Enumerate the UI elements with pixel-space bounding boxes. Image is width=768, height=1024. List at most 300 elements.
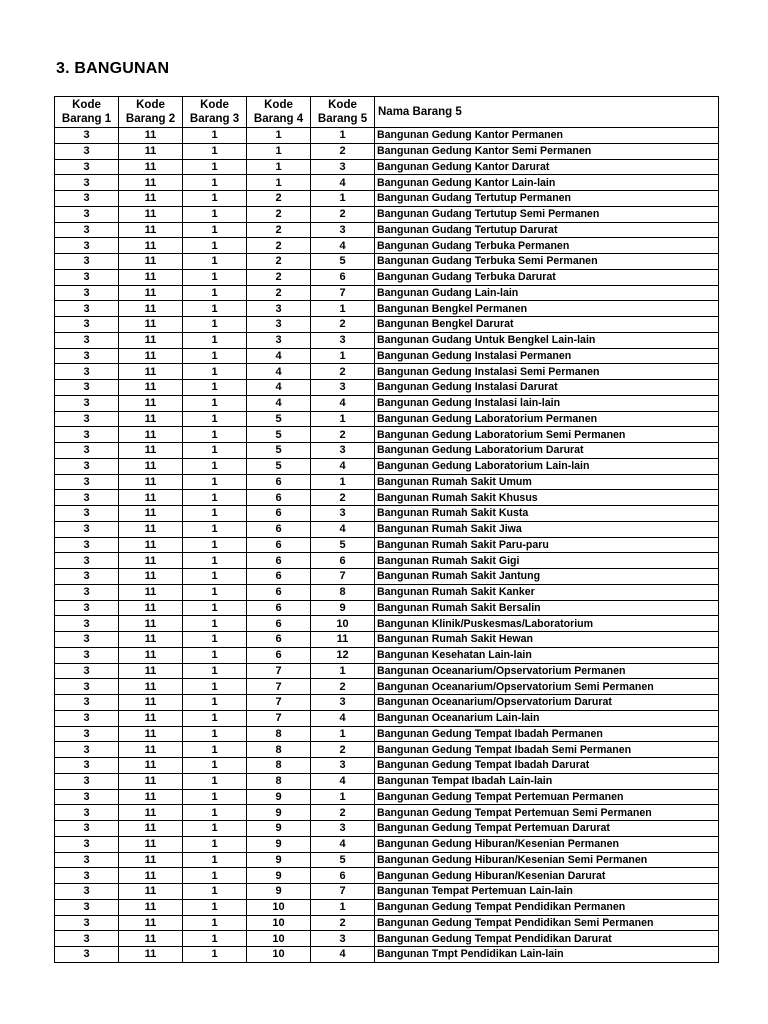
kode-barang-3-cell: 1 (183, 269, 247, 285)
kode-barang-5-cell: 4 (311, 836, 375, 852)
kode-barang-3-cell: 1 (183, 490, 247, 506)
kode-barang-2-cell: 11 (119, 663, 183, 679)
kode-barang-2-cell: 11 (119, 395, 183, 411)
kode-barang-3-cell: 1 (183, 553, 247, 569)
kode-barang-2-cell: 11 (119, 899, 183, 915)
nama-barang-5-cell: Bangunan Gudang Untuk Bengkel Lain-lain (375, 332, 719, 348)
nama-barang-5-cell: Bangunan Klinik/Puskesmas/Laboratorium (375, 616, 719, 632)
kode-barang-3-cell: 1 (183, 332, 247, 348)
nama-barang-5-cell: Bangunan Bengkel Permanen (375, 301, 719, 317)
kode-barang-1-cell: 3 (55, 143, 119, 159)
kode-barang-1-cell: 3 (55, 191, 119, 207)
nama-barang-5-cell: Bangunan Rumah Sakit Gigi (375, 553, 719, 569)
table-row (55, 443, 719, 459)
kode-barang-4-cell: 9 (247, 805, 311, 821)
nama-barang-5-cell: Bangunan Gudang Terbuka Semi Permanen (375, 254, 719, 270)
kode-barang-3-cell: 1 (183, 206, 247, 222)
kode-barang-4-cell: 1 (247, 159, 311, 175)
kode-barang-5-cell: 5 (311, 852, 375, 868)
kode-barang-5-cell: 1 (311, 726, 375, 742)
kode-barang-3-cell: 1 (183, 821, 247, 837)
kode-barang-4-cell: 7 (247, 663, 311, 679)
kode-barang-5-cell: 6 (311, 868, 375, 884)
kode-barang-5-cell: 1 (311, 128, 375, 144)
kode-barang-4-cell: 2 (247, 191, 311, 207)
table-row (55, 789, 719, 805)
kode-barang-3-cell: 1 (183, 317, 247, 333)
kode-barang-2-cell: 11 (119, 191, 183, 207)
kode-barang-1-cell: 3 (55, 175, 119, 191)
nama-barang-5-cell: Bangunan Gedung Tempat Ibadah Permanen (375, 726, 719, 742)
nama-barang-5-cell: Bangunan Oceanarium/Opservatorium Semi Permanen (375, 679, 719, 695)
kode-barang-3-cell: 1 (183, 931, 247, 947)
table-row (55, 364, 719, 380)
table-row (55, 742, 719, 758)
table-row (55, 710, 719, 726)
kode-barang-3-cell: 1 (183, 143, 247, 159)
nama-barang-5-cell: Bangunan Gedung Laboratorium Lain-lain (375, 458, 719, 474)
kode-barang-5-cell: 2 (311, 427, 375, 443)
kode-barang-1-cell: 3 (55, 553, 119, 569)
kode-barang-5-cell: 1 (311, 789, 375, 805)
kode-barang-5-cell: 3 (311, 695, 375, 711)
kode-barang-4-cell: 10 (247, 899, 311, 915)
table-row (55, 301, 719, 317)
kode-barang-3-cell: 1 (183, 128, 247, 144)
kode-barang-2-cell: 11 (119, 206, 183, 222)
kode-barang-4-cell: 6 (247, 537, 311, 553)
kode-barang-3-cell: 1 (183, 805, 247, 821)
kode-barang-1-cell: 3 (55, 238, 119, 254)
kode-barang-5-cell: 1 (311, 301, 375, 317)
kode-barang-5-cell: 12 (311, 647, 375, 663)
table-row (55, 490, 719, 506)
page-title: 3. BANGUNAN (56, 60, 170, 77)
table-row (55, 647, 719, 663)
kode-barang-1-cell: 3 (55, 159, 119, 175)
kode-barang-1-cell: 3 (55, 663, 119, 679)
kode-barang-2-cell: 11 (119, 285, 183, 301)
kode-barang-3-cell: 1 (183, 616, 247, 632)
table-row (55, 852, 719, 868)
table-row (55, 458, 719, 474)
kode-barang-2-cell: 11 (119, 175, 183, 191)
kode-barang-2-cell: 11 (119, 506, 183, 522)
nama-barang-5-cell: Bangunan Gedung Hiburan/Kesenian Permanen (375, 836, 719, 852)
header-nama-barang-5: Nama Barang 5 (375, 97, 719, 128)
kode-barang-4-cell: 2 (247, 269, 311, 285)
kode-barang-3-cell: 1 (183, 458, 247, 474)
kode-barang-2-cell: 11 (119, 742, 183, 758)
table-row (55, 254, 719, 270)
kode-barang-4-cell: 6 (247, 584, 311, 600)
kode-barang-4-cell: 6 (247, 490, 311, 506)
table-row (55, 474, 719, 490)
kode-barang-3-cell: 1 (183, 285, 247, 301)
kode-barang-1-cell: 3 (55, 395, 119, 411)
kode-barang-2-cell: 11 (119, 537, 183, 553)
nama-barang-5-cell: Bangunan Gedung Hiburan/Kesenian Darurat (375, 868, 719, 884)
kode-barang-2-cell: 11 (119, 380, 183, 396)
kode-barang-1-cell: 3 (55, 632, 119, 648)
table-row (55, 758, 719, 774)
kode-barang-4-cell: 6 (247, 506, 311, 522)
kode-barang-5-cell: 3 (311, 159, 375, 175)
kode-barang-5-cell: 1 (311, 411, 375, 427)
kode-barang-4-cell: 5 (247, 427, 311, 443)
table-row (55, 317, 719, 333)
kode-barang-2-cell: 11 (119, 726, 183, 742)
kode-barang-1-cell: 3 (55, 600, 119, 616)
kode-barang-1-cell: 3 (55, 821, 119, 837)
table-header-row (55, 97, 719, 128)
nama-barang-5-cell: Bangunan Oceanarium/Opservatorium Darurat (375, 695, 719, 711)
kode-barang-4-cell: 6 (247, 521, 311, 537)
kode-barang-5-cell: 1 (311, 348, 375, 364)
kode-barang-5-cell: 4 (311, 395, 375, 411)
kode-barang-3-cell: 1 (183, 884, 247, 900)
table-row (55, 600, 719, 616)
kode-barang-3-cell: 1 (183, 789, 247, 805)
kode-barang-1-cell: 3 (55, 884, 119, 900)
nama-barang-5-cell: Bangunan Gedung Instalasi lain-lain (375, 395, 719, 411)
kode-barang-2-cell: 11 (119, 773, 183, 789)
kode-barang-2-cell: 11 (119, 254, 183, 270)
kode-barang-4-cell: 6 (247, 616, 311, 632)
kode-barang-3-cell: 1 (183, 569, 247, 585)
kode-barang-4-cell: 6 (247, 474, 311, 490)
kode-barang-3-cell: 1 (183, 175, 247, 191)
nama-barang-5-cell: Bangunan Kesehatan Lain-lain (375, 647, 719, 663)
nama-barang-5-cell: Bangunan Oceanarium Lain-lain (375, 710, 719, 726)
nama-barang-5-cell: Bangunan Gedung Kantor Permanen (375, 128, 719, 144)
header-kode-barang-5: Kode Barang 5 (311, 97, 375, 128)
kode-barang-1-cell: 3 (55, 490, 119, 506)
kode-barang-4-cell: 4 (247, 380, 311, 396)
table-row (55, 380, 719, 396)
kode-barang-1-cell: 3 (55, 584, 119, 600)
kode-barang-3-cell: 1 (183, 254, 247, 270)
kode-barang-5-cell: 2 (311, 679, 375, 695)
kode-barang-1-cell: 3 (55, 364, 119, 380)
kode-barang-1-cell: 3 (55, 537, 119, 553)
nama-barang-5-cell: Bangunan Gudang Lain-lain (375, 285, 719, 301)
kode-barang-5-cell: 10 (311, 616, 375, 632)
nama-barang-5-cell: Bangunan Gedung Tempat Pertemuan Semi Permanen (375, 805, 719, 821)
kode-barang-2-cell: 11 (119, 301, 183, 317)
kode-barang-1-cell: 3 (55, 474, 119, 490)
nama-barang-5-cell: Bangunan Gedung Kantor Lain-lain (375, 175, 719, 191)
kode-barang-4-cell: 4 (247, 364, 311, 380)
kode-barang-4-cell: 9 (247, 852, 311, 868)
kode-barang-5-cell: 5 (311, 537, 375, 553)
kode-barang-2-cell: 11 (119, 364, 183, 380)
kode-barang-5-cell: 7 (311, 569, 375, 585)
kode-barang-4-cell: 6 (247, 569, 311, 585)
nama-barang-5-cell: Bangunan Gedung Tempat Pendidikan Darurat (375, 931, 719, 947)
kode-barang-5-cell: 2 (311, 317, 375, 333)
kode-barang-5-cell: 1 (311, 191, 375, 207)
nama-barang-5-cell: Bangunan Rumah Sakit Kanker (375, 584, 719, 600)
kode-barang-2-cell: 11 (119, 915, 183, 931)
kode-barang-4-cell: 9 (247, 821, 311, 837)
kode-barang-4-cell: 4 (247, 395, 311, 411)
kode-barang-2-cell: 11 (119, 616, 183, 632)
nama-barang-5-cell: Bangunan Bengkel Darurat (375, 317, 719, 333)
table-row (55, 805, 719, 821)
table-row (55, 537, 719, 553)
kode-barang-1-cell: 3 (55, 427, 119, 443)
kode-barang-4-cell: 8 (247, 758, 311, 774)
kode-barang-5-cell: 4 (311, 521, 375, 537)
kode-barang-4-cell: 5 (247, 443, 311, 459)
nama-barang-5-cell: Bangunan Tempat Ibadah Lain-lain (375, 773, 719, 789)
kode-barang-1-cell: 3 (55, 458, 119, 474)
nama-barang-5-cell: Bangunan Gedung Instalasi Darurat (375, 380, 719, 396)
kode-barang-2-cell: 11 (119, 868, 183, 884)
nama-barang-5-cell: Bangunan Gedung Hiburan/Kesenian Semi Permanen (375, 852, 719, 868)
kode-barang-1-cell: 3 (55, 411, 119, 427)
kode-barang-3-cell: 1 (183, 679, 247, 695)
kode-barang-3-cell: 1 (183, 521, 247, 537)
kode-barang-2-cell: 11 (119, 159, 183, 175)
kode-barang-5-cell: 4 (311, 175, 375, 191)
kode-barang-5-cell: 3 (311, 821, 375, 837)
kode-barang-2-cell: 11 (119, 427, 183, 443)
kode-barang-4-cell: 9 (247, 868, 311, 884)
kode-barang-2-cell: 11 (119, 947, 183, 963)
table-row (55, 663, 719, 679)
kode-barang-4-cell: 10 (247, 931, 311, 947)
kode-barang-2-cell: 11 (119, 553, 183, 569)
kode-barang-1-cell: 3 (55, 128, 119, 144)
kode-barang-4-cell: 6 (247, 647, 311, 663)
kode-barang-2-cell: 11 (119, 852, 183, 868)
nama-barang-5-cell: Bangunan Gudang Terbuka Permanen (375, 238, 719, 254)
kode-barang-5-cell: 7 (311, 884, 375, 900)
kode-barang-4-cell: 6 (247, 600, 311, 616)
kode-barang-4-cell: 2 (247, 206, 311, 222)
kode-barang-1-cell: 3 (55, 695, 119, 711)
kode-barang-2-cell: 11 (119, 458, 183, 474)
kode-barang-1-cell: 3 (55, 679, 119, 695)
kode-barang-3-cell: 1 (183, 301, 247, 317)
table-row (55, 695, 719, 711)
kode-barang-4-cell: 1 (247, 143, 311, 159)
nama-barang-5-cell: Bangunan Gudang Tertutup Permanen (375, 191, 719, 207)
table-row (55, 726, 719, 742)
kode-barang-4-cell: 9 (247, 789, 311, 805)
table-row (55, 521, 719, 537)
kode-barang-1-cell: 3 (55, 348, 119, 364)
nama-barang-5-cell: Bangunan Rumah Sakit Hewan (375, 632, 719, 648)
kode-barang-3-cell: 1 (183, 584, 247, 600)
kode-barang-3-cell: 1 (183, 947, 247, 963)
kode-barang-4-cell: 9 (247, 836, 311, 852)
kode-barang-4-cell: 7 (247, 710, 311, 726)
table-row (55, 632, 719, 648)
kode-barang-1-cell: 3 (55, 947, 119, 963)
kode-barang-2-cell: 11 (119, 269, 183, 285)
kode-barang-4-cell: 6 (247, 632, 311, 648)
kode-barang-2-cell: 11 (119, 805, 183, 821)
kode-barang-5-cell: 9 (311, 600, 375, 616)
kode-barang-2-cell: 11 (119, 348, 183, 364)
kode-barang-4-cell: 2 (247, 285, 311, 301)
kode-barang-5-cell: 2 (311, 206, 375, 222)
kode-barang-5-cell: 4 (311, 458, 375, 474)
kode-barang-1-cell: 3 (55, 915, 119, 931)
table-row (55, 222, 719, 238)
kode-barang-4-cell: 3 (247, 332, 311, 348)
kode-barang-3-cell: 1 (183, 427, 247, 443)
kode-barang-4-cell: 6 (247, 553, 311, 569)
table-row (55, 884, 719, 900)
kode-barang-1-cell: 3 (55, 868, 119, 884)
kode-barang-2-cell: 11 (119, 710, 183, 726)
kode-barang-4-cell: 8 (247, 726, 311, 742)
kode-barang-5-cell: 3 (311, 332, 375, 348)
table-row (55, 128, 719, 144)
nama-barang-5-cell: Bangunan Gedung Tempat Pendidikan Semi Permanen (375, 915, 719, 931)
table-row (55, 332, 719, 348)
header-kode-barang-1: Kode Barang 1 (55, 97, 119, 128)
kode-barang-3-cell: 1 (183, 915, 247, 931)
table-row (55, 348, 719, 364)
kode-barang-2-cell: 11 (119, 490, 183, 506)
kode-barang-3-cell: 1 (183, 222, 247, 238)
kode-barang-5-cell: 2 (311, 364, 375, 380)
kode-barang-4-cell: 7 (247, 679, 311, 695)
kode-barang-4-cell: 2 (247, 222, 311, 238)
kode-barang-4-cell: 1 (247, 128, 311, 144)
kode-barang-5-cell: 6 (311, 269, 375, 285)
kode-barang-3-cell: 1 (183, 348, 247, 364)
kode-barang-4-cell: 2 (247, 254, 311, 270)
kode-barang-5-cell: 11 (311, 632, 375, 648)
kode-barang-3-cell: 1 (183, 159, 247, 175)
kode-barang-5-cell: 4 (311, 238, 375, 254)
table-row (55, 206, 719, 222)
kode-barang-3-cell: 1 (183, 600, 247, 616)
table-row (55, 616, 719, 632)
kode-barang-2-cell: 11 (119, 317, 183, 333)
table-row (55, 269, 719, 285)
kode-barang-5-cell: 1 (311, 899, 375, 915)
header-kode-barang-3: Kode Barang 3 (183, 97, 247, 128)
kode-barang-5-cell: 3 (311, 931, 375, 947)
kode-barang-5-cell: 3 (311, 380, 375, 396)
kode-barang-3-cell: 1 (183, 647, 247, 663)
kode-barang-1-cell: 3 (55, 726, 119, 742)
kode-barang-5-cell: 4 (311, 710, 375, 726)
kode-barang-3-cell: 1 (183, 537, 247, 553)
kode-barang-2-cell: 11 (119, 474, 183, 490)
kode-barang-4-cell: 3 (247, 301, 311, 317)
nama-barang-5-cell: Bangunan Gedung Laboratorium Semi Permanen (375, 427, 719, 443)
kode-barang-2-cell: 11 (119, 600, 183, 616)
table-row (55, 159, 719, 175)
table-row (55, 947, 719, 963)
kode-barang-table (54, 96, 719, 963)
kode-barang-2-cell: 11 (119, 584, 183, 600)
nama-barang-5-cell: Bangunan Gedung Laboratorium Permanen (375, 411, 719, 427)
kode-barang-2-cell: 11 (119, 443, 183, 459)
table-row (55, 175, 719, 191)
kode-barang-2-cell: 11 (119, 632, 183, 648)
nama-barang-5-cell: Bangunan Tmpt Pendidikan Lain-lain (375, 947, 719, 963)
kode-barang-1-cell: 3 (55, 317, 119, 333)
table-row (55, 584, 719, 600)
kode-barang-2-cell: 11 (119, 647, 183, 663)
kode-barang-5-cell: 2 (311, 742, 375, 758)
kode-barang-2-cell: 11 (119, 222, 183, 238)
nama-barang-5-cell: Bangunan Gedung Tempat Pertemuan Darurat (375, 821, 719, 837)
kode-barang-5-cell: 8 (311, 584, 375, 600)
kode-barang-3-cell: 1 (183, 726, 247, 742)
kode-barang-2-cell: 11 (119, 569, 183, 585)
nama-barang-5-cell: Bangunan Gedung Laboratorium Darurat (375, 443, 719, 459)
kode-barang-5-cell: 3 (311, 443, 375, 459)
kode-barang-3-cell: 1 (183, 663, 247, 679)
nama-barang-5-cell: Bangunan Rumah Sakit Bersalin (375, 600, 719, 616)
kode-barang-2-cell: 11 (119, 836, 183, 852)
nama-barang-5-cell: Bangunan Rumah Sakit Kusta (375, 506, 719, 522)
nama-barang-5-cell: Bangunan Rumah Sakit Umum (375, 474, 719, 490)
nama-barang-5-cell: Bangunan Gedung Tempat Ibadah Darurat (375, 758, 719, 774)
table-body (55, 128, 719, 963)
kode-barang-1-cell: 3 (55, 710, 119, 726)
table-row (55, 569, 719, 585)
kode-barang-3-cell: 1 (183, 191, 247, 207)
nama-barang-5-cell: Bangunan Gedung Kantor Darurat (375, 159, 719, 175)
kode-barang-1-cell: 3 (55, 742, 119, 758)
kode-barang-5-cell: 3 (311, 758, 375, 774)
kode-barang-5-cell: 1 (311, 663, 375, 679)
kode-barang-1-cell: 3 (55, 758, 119, 774)
kode-barang-2-cell: 11 (119, 411, 183, 427)
table-row (55, 238, 719, 254)
kode-barang-4-cell: 5 (247, 411, 311, 427)
nama-barang-5-cell: Bangunan Rumah Sakit Jiwa (375, 521, 719, 537)
table-row (55, 931, 719, 947)
table-row (55, 191, 719, 207)
kode-barang-4-cell: 4 (247, 348, 311, 364)
nama-barang-5-cell: Bangunan Oceanarium/Opservatorium Permanen (375, 663, 719, 679)
kode-barang-2-cell: 11 (119, 521, 183, 537)
kode-barang-1-cell: 3 (55, 836, 119, 852)
kode-barang-3-cell: 1 (183, 411, 247, 427)
kode-barang-5-cell: 7 (311, 285, 375, 301)
kode-barang-4-cell: 3 (247, 317, 311, 333)
kode-barang-3-cell: 1 (183, 710, 247, 726)
kode-barang-3-cell: 1 (183, 238, 247, 254)
kode-barang-5-cell: 6 (311, 553, 375, 569)
kode-barang-3-cell: 1 (183, 742, 247, 758)
kode-barang-1-cell: 3 (55, 616, 119, 632)
table-row (55, 427, 719, 443)
kode-barang-3-cell: 1 (183, 773, 247, 789)
table-row (55, 773, 719, 789)
kode-barang-3-cell: 1 (183, 632, 247, 648)
kode-barang-1-cell: 3 (55, 285, 119, 301)
table-row (55, 553, 719, 569)
kode-barang-5-cell: 2 (311, 805, 375, 821)
kode-barang-4-cell: 8 (247, 773, 311, 789)
kode-barang-5-cell: 2 (311, 490, 375, 506)
kode-barang-2-cell: 11 (119, 821, 183, 837)
nama-barang-5-cell: Bangunan Gudang Terbuka Darurat (375, 269, 719, 285)
